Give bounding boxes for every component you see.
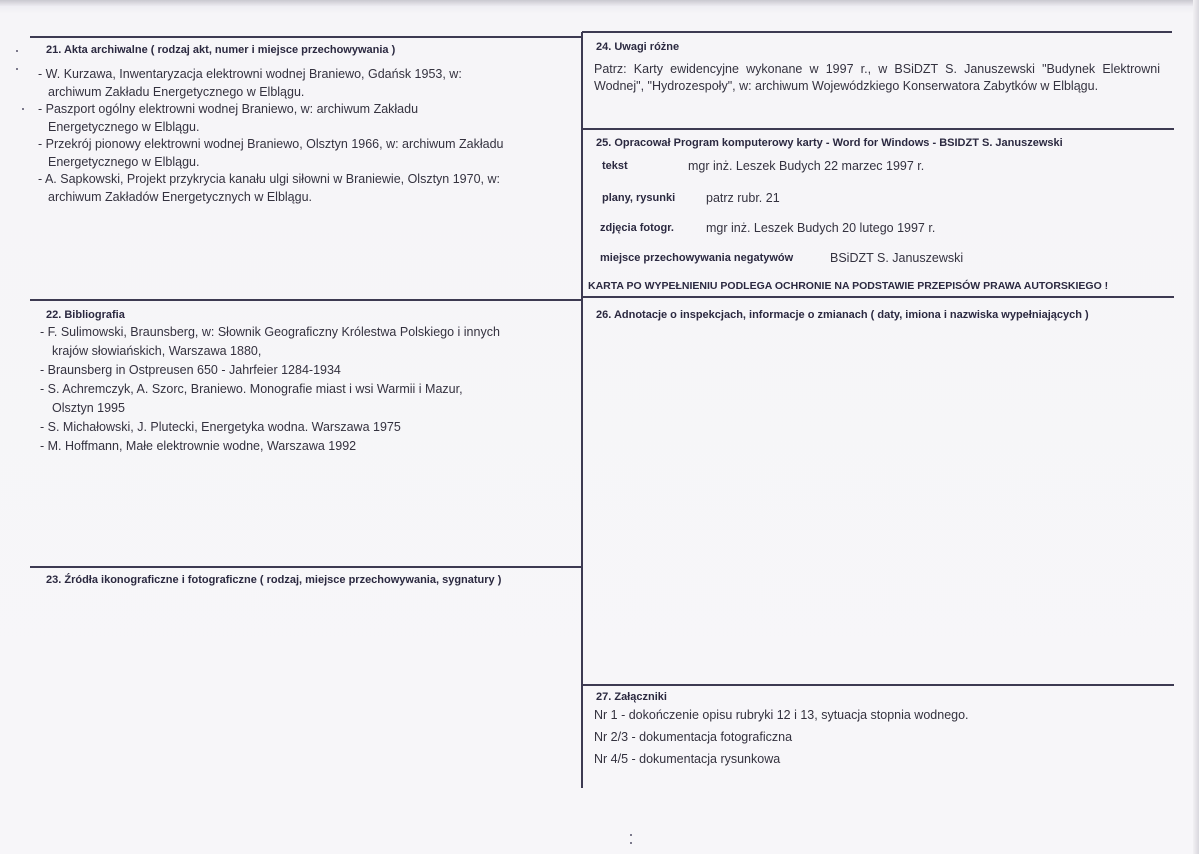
value-miejsce-negatywow: BSiDZT S. Januszewski xyxy=(830,251,964,265)
list-item: - W. Kurzawa, Inwentaryzacja elektrowni wodnej Braniewo, Gdańsk 1953, w: xyxy=(38,67,462,81)
section-22-list xyxy=(40,323,500,456)
list-item: Olsztyn 1995 xyxy=(52,401,125,415)
list-item: - M. Hoffmann, Małe elektrownie wodne, Warszawa 1992 xyxy=(40,439,357,453)
list-item: Energetycznego w Elblągu. xyxy=(48,154,200,169)
list-item: archiwum Zakładu Energetycznego w Elblągu. xyxy=(48,84,305,99)
scan-mark xyxy=(16,50,18,52)
divider-22 xyxy=(30,299,582,301)
section-22-title: 22. Bibliografia xyxy=(46,309,125,321)
value-tekst: mgr inż. Leszek Budych 22 marzec 1997 r. xyxy=(688,159,925,173)
top-edge xyxy=(0,0,1199,6)
section-23-title: 23. Źródła ikonograficzne i fotograficzne ( rodzaj, miejsce przechowywania, sygnatury ) xyxy=(46,574,502,586)
value-plany-rysunki: patrz rubr. 21 xyxy=(706,191,780,205)
attachment-1: Nr 1 - dokończenie opisu rubryki 12 i 13, sytuacja stopnia wodnego. xyxy=(594,708,969,722)
scan-mark xyxy=(16,68,18,70)
divider-26 xyxy=(582,296,1174,298)
list-item: - S. Achremczyk, A. Szorc, Braniewo. Monografie miast i wsi Warmii i Mazur, xyxy=(40,382,463,396)
list-item: - Przekrój pionowy elektrowni wodnej Braniewo, Olsztyn 1966, w: archiwum Zakładu xyxy=(38,137,504,151)
list-item: - Paszport ogólny elektrowni wodnej Braniewo, w: archiwum Zakładu xyxy=(38,102,419,116)
list-item: - Braunsberg in Ostpreusen 650 - Jahrfeier 1284-1934 xyxy=(40,363,341,377)
section-21-title: 21. Akta archiwalne ( rodzaj akt, numer i miejsce przechowywania ) xyxy=(46,44,396,56)
scan-mark xyxy=(22,108,24,110)
scan-mark xyxy=(630,834,632,836)
list-item: archiwum Zakładów Energetycznych w Elblągu. xyxy=(48,189,313,204)
section-27-title: 27. Załączniki xyxy=(596,691,667,703)
divider-23 xyxy=(30,566,582,568)
section-21-list xyxy=(38,66,503,206)
list-item: krajów słowiańskich, Warszawa 1880, xyxy=(52,344,262,358)
label-miejsce-negatywow: miejsce przechowywania negatywów xyxy=(600,252,794,264)
label-zdjecia-fotogr: zdjęcia fotogr. xyxy=(600,222,674,234)
right-edge xyxy=(1193,0,1199,854)
list-item: Energetycznego w Elblągu. xyxy=(48,119,200,134)
label-plany-rysunki: plany, rysunki xyxy=(602,192,676,204)
attachment-3: Nr 4/5 - dokumentacja rysunkowa xyxy=(594,752,781,766)
divider-center-vertical xyxy=(581,32,583,788)
label-tekst: tekst xyxy=(602,160,628,172)
list-item: - A. Sapkowski, Projekt przykrycia kanału ulgi siłowni w Braniewie, Olsztyn 1970, w: xyxy=(38,172,500,186)
section-26-title: 26. Adnotacje o inspekcjach, informacje o zmianach ( daty, imiona i nazwiska wypełniających ) xyxy=(596,309,1089,321)
divider-top-right xyxy=(582,31,1172,33)
copyright-notice: KARTA PO WYPEŁNIENIU PODLEGA OCHRONIE NA PODSTAWIE PRZEPISÓW PRAWA AUTORSKIEGO ! xyxy=(588,280,1109,292)
list-item: - F. Sulimowski, Braunsberg, w: Słownik Geograficzny Królestwa Polskiego i innych xyxy=(40,325,500,339)
value-zdjecia-fotogr: mgr inż. Leszek Budych 20 lutego 1997 r. xyxy=(706,221,936,235)
divider-25 xyxy=(582,128,1174,130)
divider-27 xyxy=(582,684,1174,686)
divider-top-left xyxy=(30,36,582,38)
section-25-title: 25. Opracował Program komputerowy karty - Word for Windows - BSIDZT S. Januszewski xyxy=(596,137,1063,149)
scan-mark xyxy=(630,842,632,844)
attachment-2: Nr 2/3 - dokumentacja fotograficzna xyxy=(594,730,793,744)
list-item: - S. Michałowski, J. Plutecki, Energetyka wodna. Warszawa 1975 xyxy=(40,420,401,434)
section-24-title: 24. Uwagi różne xyxy=(596,41,680,53)
section-24-text: Patrz: Karty ewidencyjne wykonane w 1997 r., w BSiDZT S. Januszewski "Budynek Elektrowni Wodnej", "Hydrozespoły", w: archiwum Wojewódzkiego Konserwatora Zabytków w Elblągu. xyxy=(594,62,1160,93)
